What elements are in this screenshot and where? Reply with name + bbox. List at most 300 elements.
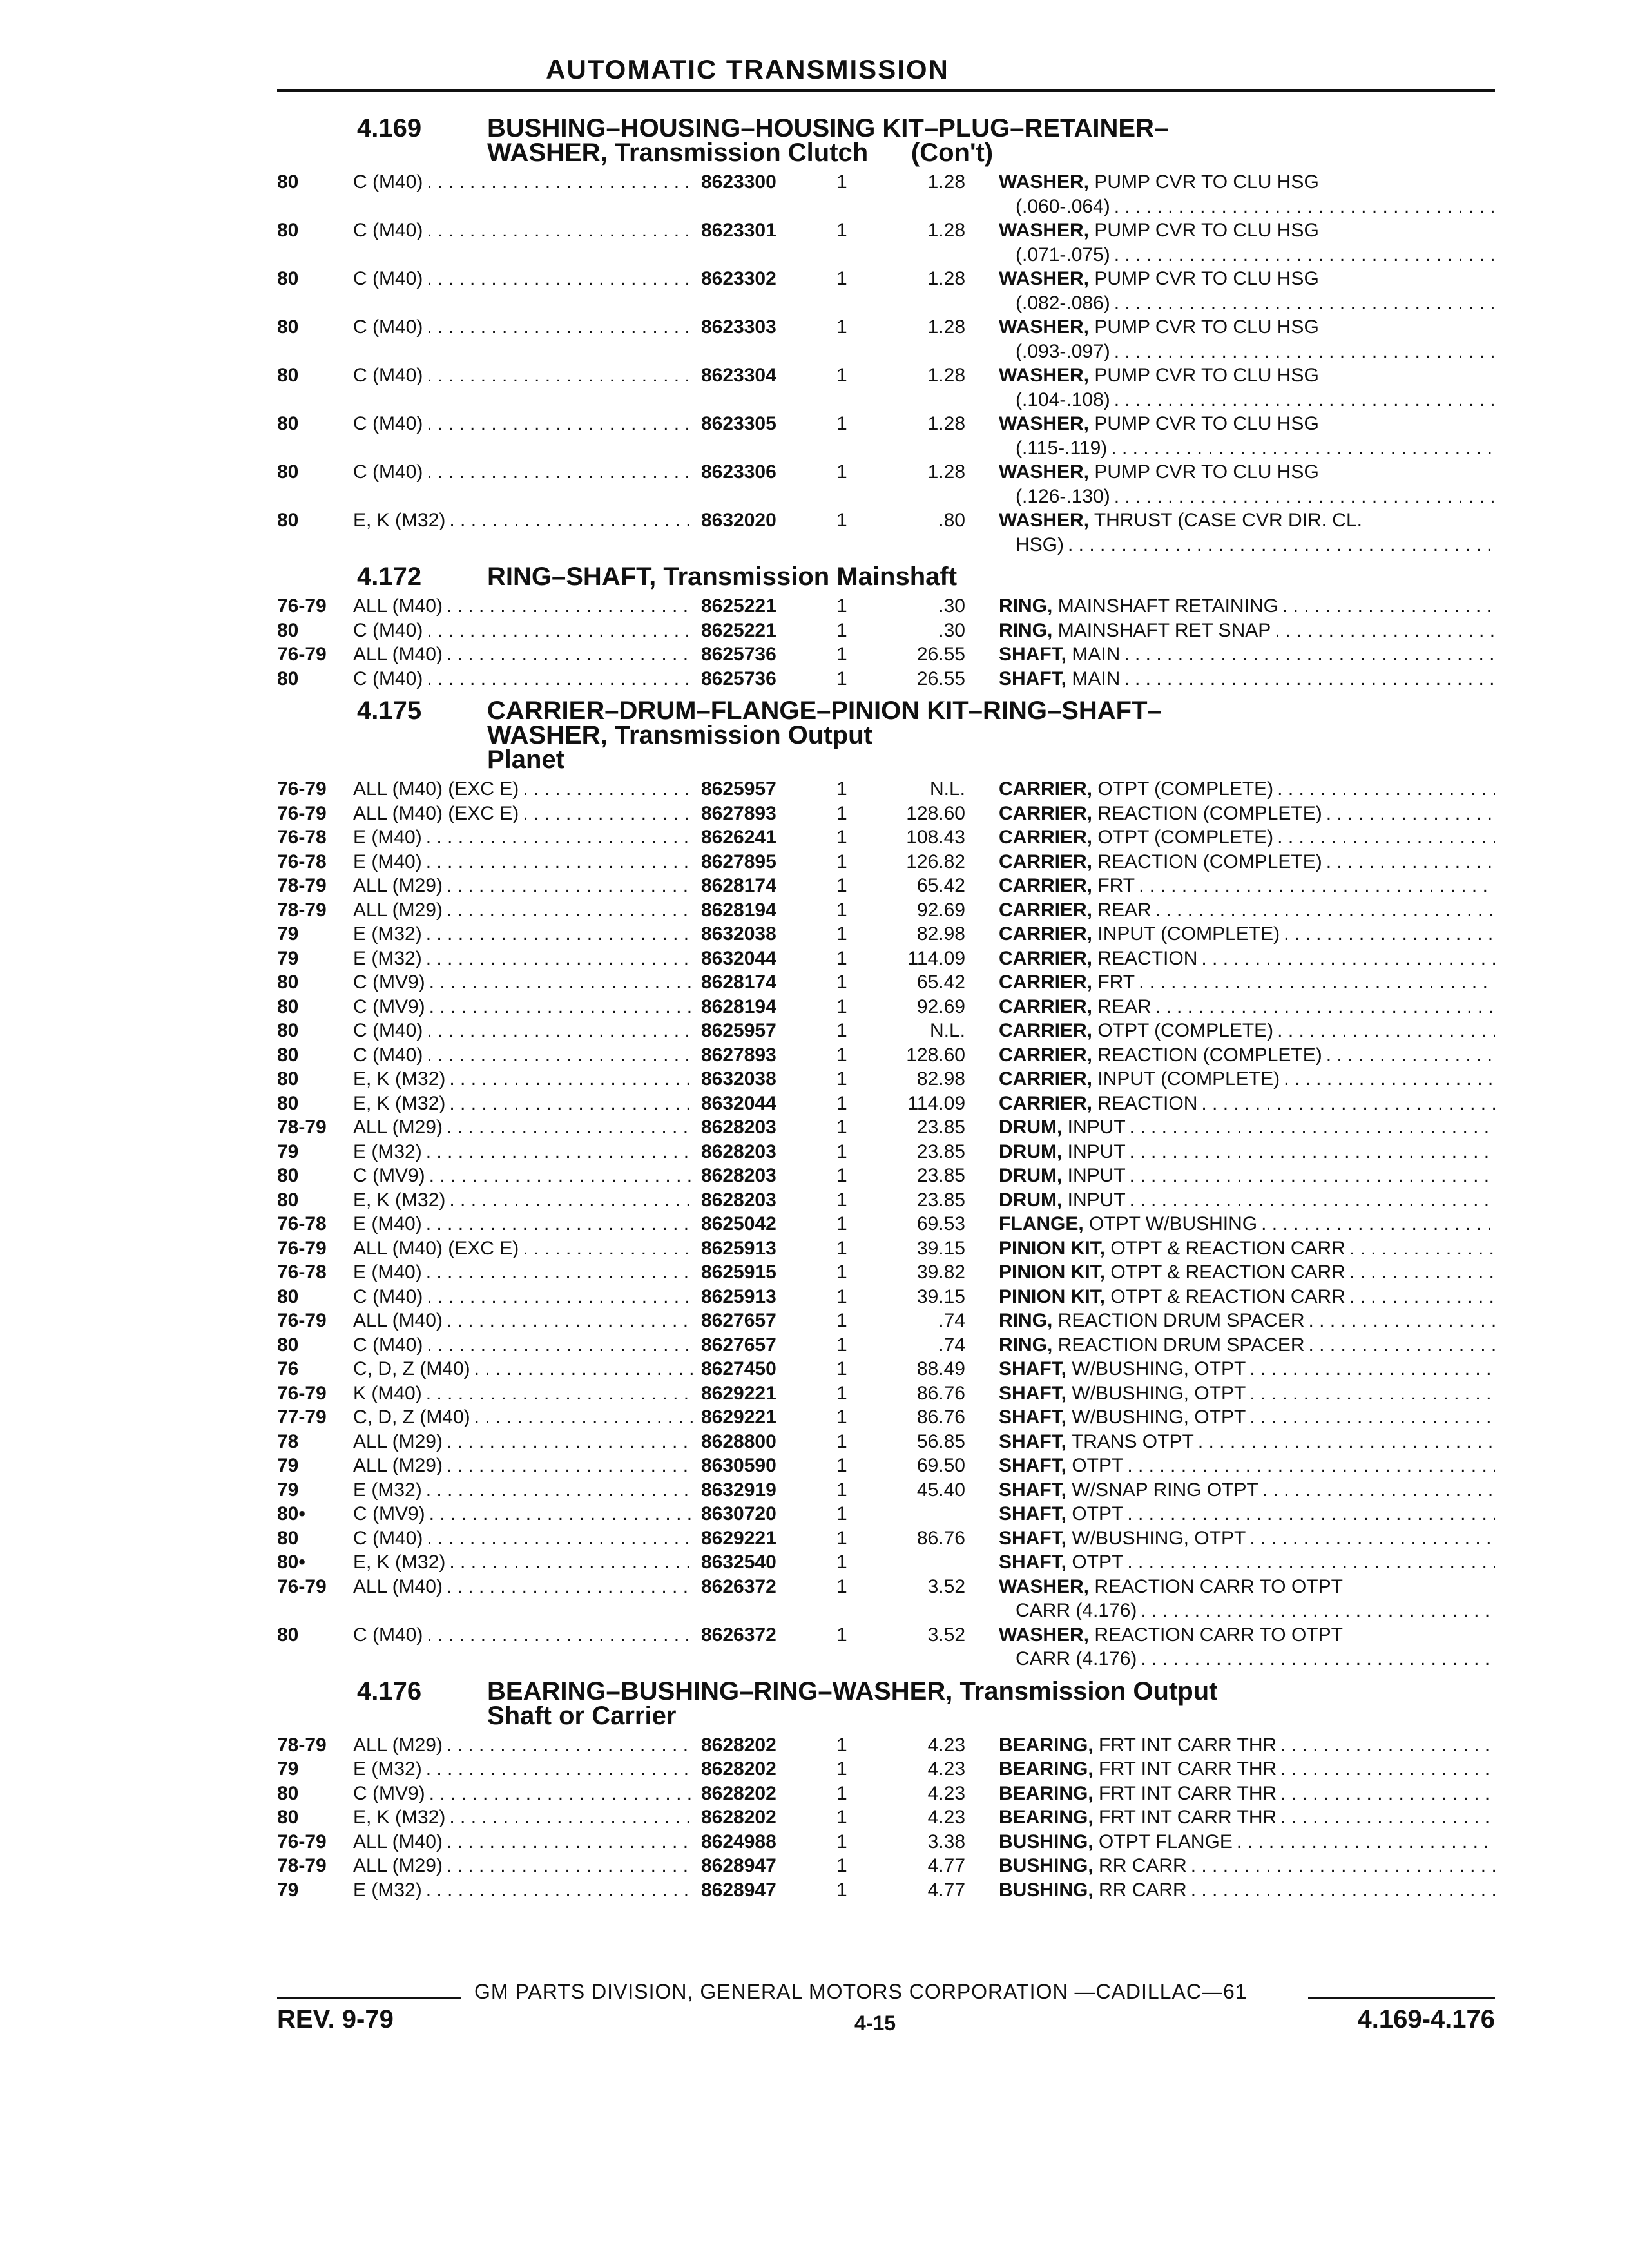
model-cell xyxy=(353,1091,701,1116)
model-cell xyxy=(353,1430,701,1454)
section-number: 4.169 xyxy=(357,114,422,142)
description-line xyxy=(999,1782,1495,1806)
dot-leader xyxy=(429,1782,693,1806)
model-cell xyxy=(353,1260,701,1285)
description-cell xyxy=(999,460,1495,508)
parts-row xyxy=(277,995,1495,1019)
dot-leader xyxy=(1201,947,1495,971)
part-description: REACTION xyxy=(1097,1092,1198,1114)
part-number: 8623306 xyxy=(701,461,776,483)
description-line xyxy=(999,898,1495,923)
part-name: SHAFT, xyxy=(999,1455,1066,1476)
part-description: MAINSHAFT RETAINING xyxy=(1057,595,1278,617)
part-name: CARRIER, xyxy=(999,1092,1093,1114)
part-description: FRT xyxy=(1097,875,1135,896)
section-4-175 xyxy=(277,698,1495,1671)
description-text xyxy=(999,1405,1249,1430)
model-code: E (M40) xyxy=(353,850,422,872)
dot-leader xyxy=(1114,243,1495,267)
part-name: RING, xyxy=(999,619,1053,641)
model-year: 80 xyxy=(277,1782,299,1804)
dot-leader xyxy=(426,1757,693,1782)
part-name: CARRIER, xyxy=(999,850,1093,872)
part-description: FRT INT CARR THR xyxy=(1099,1807,1277,1828)
dot-leader xyxy=(1282,594,1495,619)
dot-leader xyxy=(1349,1260,1495,1285)
price xyxy=(883,1502,999,1526)
quantity: 1 xyxy=(836,1758,847,1780)
model-year: 80 xyxy=(277,316,299,338)
part-description: THRUST (CASE CVR DIR. CL. xyxy=(1094,510,1362,531)
dot-leader xyxy=(1249,1526,1495,1551)
parts-row xyxy=(277,1333,1495,1358)
price: 65.42 xyxy=(916,972,965,993)
parts-row xyxy=(277,1782,1495,1806)
description-text xyxy=(999,1285,1349,1309)
description-line xyxy=(999,667,1495,691)
quantity: 1 xyxy=(836,1430,847,1452)
price: 1.28 xyxy=(927,171,965,193)
description-text xyxy=(999,1733,1280,1758)
description-line xyxy=(999,1236,1495,1261)
parts-row xyxy=(277,363,1495,412)
description-text xyxy=(999,315,1323,340)
model-year: 76-79 xyxy=(277,1831,327,1852)
description-line xyxy=(999,1043,1495,1068)
description-text xyxy=(999,594,1282,619)
model-year: 80 xyxy=(277,1334,299,1356)
description-text xyxy=(999,1309,1309,1333)
model-year: 80 xyxy=(277,268,299,289)
section-heading xyxy=(277,564,1495,589)
parts-row xyxy=(277,594,1495,619)
part-number: 8632020 xyxy=(701,510,776,531)
part-description: PUMP CVR TO CLU HSG xyxy=(1094,413,1319,434)
description-cell xyxy=(999,1285,1495,1309)
part-description: FRT INT CARR THR xyxy=(1099,1782,1277,1804)
model-year: 76-79 xyxy=(277,1310,327,1331)
model-code: C (M40) xyxy=(353,171,423,193)
part-number: 8623305 xyxy=(701,413,776,434)
description-text xyxy=(999,1188,1130,1213)
description-cell xyxy=(999,825,1495,850)
description-cell xyxy=(999,1478,1495,1503)
dot-leader xyxy=(1111,436,1495,461)
description-continuation xyxy=(999,243,1495,267)
part-number: 8625913 xyxy=(701,1237,776,1259)
description-text xyxy=(999,825,1277,850)
dot-leader xyxy=(447,1733,693,1758)
model-cell xyxy=(353,1478,701,1503)
quantity: 1 xyxy=(836,1807,847,1828)
model-cell xyxy=(353,218,701,267)
model-year: 76-78 xyxy=(277,850,327,872)
model-year: 76-79 xyxy=(277,1575,327,1597)
model-code: C (MV9) xyxy=(353,1165,425,1186)
part-description: OTPT (COMPLETE) xyxy=(1097,1020,1274,1041)
model-year: 79 xyxy=(277,1879,299,1901)
price: 108.43 xyxy=(906,827,965,848)
part-description: REACTION (COMPLETE) xyxy=(1097,802,1322,824)
quantity: 1 xyxy=(836,1855,847,1876)
dot-leader xyxy=(1155,995,1495,1019)
model-year: 80 xyxy=(277,1165,299,1186)
dot-leader xyxy=(1141,1647,1495,1671)
model-code: ALL (M29) xyxy=(353,899,443,921)
dot-leader xyxy=(429,970,693,995)
section-number: 4.175 xyxy=(357,697,422,725)
quantity: 1 xyxy=(836,365,847,386)
dot-leader xyxy=(426,1381,693,1406)
part-name: CARRIER, xyxy=(999,802,1093,824)
part-number: 8632038 xyxy=(701,1068,776,1090)
dot-leader xyxy=(1261,1212,1495,1236)
description-cell xyxy=(999,850,1495,874)
dot-leader xyxy=(1127,1550,1495,1575)
price: 23.85 xyxy=(916,1189,965,1211)
part-name: BUSHING, xyxy=(999,1879,1094,1901)
description-cell xyxy=(999,922,1495,947)
parts-row xyxy=(277,1575,1495,1623)
description-text xyxy=(999,1333,1309,1358)
description-text xyxy=(999,267,1323,291)
dot-leader xyxy=(1237,1830,1495,1854)
price: 4.23 xyxy=(927,1758,965,1780)
description-cell xyxy=(999,777,1495,802)
parts-row xyxy=(277,1236,1495,1261)
part-description: REACTION DRUM SPACER xyxy=(1057,1310,1305,1331)
quantity: 1 xyxy=(836,972,847,993)
model-cell xyxy=(353,1333,701,1358)
price: .80 xyxy=(938,510,965,531)
price: 1.28 xyxy=(927,413,965,434)
model-cell xyxy=(353,667,701,691)
description-continuation xyxy=(999,436,1495,461)
model-year: 76-79 xyxy=(277,595,327,617)
part-description: INPUT xyxy=(1067,1189,1126,1211)
header-rule xyxy=(277,89,1495,92)
model-year: 76-78 xyxy=(277,827,327,848)
section-title-line: Shaft or Carrier xyxy=(487,1701,677,1730)
model-code: E, K (M32) xyxy=(353,1068,446,1090)
description-text xyxy=(999,1526,1249,1551)
part-name: RING, xyxy=(999,1310,1053,1331)
dot-leader xyxy=(1124,642,1495,667)
part-name: WASHER, xyxy=(999,171,1090,193)
parts-row xyxy=(277,1140,1495,1164)
model-code: C (M40) xyxy=(353,668,423,689)
description-cell xyxy=(999,1381,1495,1406)
part-description: PUMP CVR TO CLU HSG xyxy=(1094,268,1319,289)
model-code: ALL (M29) xyxy=(353,1855,443,1876)
section-title-line: BUSHING–HOUSING–HOUSING KIT–PLUG–RETAINER– xyxy=(487,114,1169,142)
part-number: 8628202 xyxy=(701,1758,776,1780)
dot-leader xyxy=(447,874,693,898)
description-text-cont: (.115-.119) xyxy=(1016,437,1108,459)
part-number: 8625736 xyxy=(701,668,776,689)
description-text xyxy=(999,218,1323,243)
model-cell xyxy=(353,995,701,1019)
price: 4.77 xyxy=(927,1879,965,1901)
part-description: INPUT xyxy=(1067,1165,1126,1186)
quantity: 1 xyxy=(836,1831,847,1852)
parts-row xyxy=(277,619,1495,643)
model-cell xyxy=(353,1854,701,1878)
part-name: RING, xyxy=(999,595,1053,617)
description-cell xyxy=(999,1757,1495,1782)
description-text xyxy=(999,1140,1130,1164)
quantity: 1 xyxy=(836,827,847,848)
footer-page-number: 4-15 xyxy=(854,2012,896,2035)
part-name: CARRIER, xyxy=(999,995,1093,1017)
description-cell xyxy=(999,1854,1495,1878)
model-code: C (MV9) xyxy=(353,1782,425,1804)
part-number: 8627657 xyxy=(701,1334,776,1356)
description-cell xyxy=(999,363,1495,412)
dot-leader xyxy=(1249,1405,1495,1430)
description-text xyxy=(999,1830,1237,1854)
part-description: FRT INT CARR THR xyxy=(1099,1734,1277,1756)
dot-leader xyxy=(449,1188,693,1213)
description-text xyxy=(999,1878,1191,1903)
description-line xyxy=(999,315,1495,340)
dot-leader xyxy=(426,825,693,850)
model-cell xyxy=(353,642,701,667)
model-code: C (MV9) xyxy=(353,995,425,1017)
description-text-cont: CARR (4.176) xyxy=(1016,1600,1137,1621)
price: 23.85 xyxy=(916,1117,965,1138)
model-cell xyxy=(353,363,701,412)
model-year: 80 xyxy=(277,365,299,386)
description-text xyxy=(999,898,1155,923)
part-description: MAINSHAFT RET SNAP xyxy=(1057,619,1271,641)
model-code: ALL (M40) xyxy=(353,595,443,617)
part-name: WASHER, xyxy=(999,365,1090,386)
part-number: 8632038 xyxy=(701,923,776,945)
description-text xyxy=(999,1502,1127,1526)
part-number: 8628947 xyxy=(701,1855,776,1876)
quantity: 1 xyxy=(836,316,847,338)
part-name: CARRIER, xyxy=(999,1044,1093,1066)
description-line xyxy=(999,970,1495,995)
description-text xyxy=(999,947,1201,971)
part-name: CARRIER, xyxy=(999,923,1093,945)
description-continuation xyxy=(999,291,1495,316)
model-cell xyxy=(353,1043,701,1068)
dot-leader xyxy=(449,1067,693,1091)
model-code: ALL (M29) xyxy=(353,1430,443,1452)
part-number: 8626372 xyxy=(701,1624,776,1646)
part-name: WASHER, xyxy=(999,220,1090,241)
part-description: MAIN xyxy=(1072,668,1121,689)
dot-leader xyxy=(1249,1357,1495,1381)
parts-row xyxy=(277,1091,1495,1116)
description-cell xyxy=(999,1043,1495,1068)
parts-row xyxy=(277,170,1495,218)
section-number: 4.172 xyxy=(357,562,422,591)
dot-leader xyxy=(1130,1140,1495,1164)
dot-leader xyxy=(449,1550,693,1575)
model-cell xyxy=(353,315,701,363)
dot-leader xyxy=(1262,1478,1495,1503)
quantity: 1 xyxy=(836,268,847,289)
dot-leader xyxy=(447,1430,693,1454)
part-name: CARRIER, xyxy=(999,1020,1093,1041)
model-code: C, D, Z (M40) xyxy=(353,1358,470,1379)
quantity: 1 xyxy=(836,1310,847,1331)
quantity: 1 xyxy=(836,1407,847,1428)
description-text-cont: CARR (4.176) xyxy=(1016,1648,1137,1669)
price: 1.28 xyxy=(927,365,965,386)
description-text xyxy=(999,1550,1127,1575)
parts-row xyxy=(277,315,1495,363)
description-cell xyxy=(999,267,1495,315)
model-year: 80 xyxy=(277,413,299,434)
price: 3.38 xyxy=(927,1831,965,1852)
model-code: C (M40) xyxy=(353,1285,423,1307)
model-cell xyxy=(353,947,701,971)
quantity: 1 xyxy=(836,1624,847,1646)
model-cell xyxy=(353,1405,701,1430)
quantity: 1 xyxy=(836,1189,847,1211)
quantity: 1 xyxy=(836,850,847,872)
part-name: WASHER, xyxy=(999,1624,1090,1646)
model-year: 80 xyxy=(277,1624,299,1646)
model-year: 80 xyxy=(277,619,299,641)
model-year: 76-78 xyxy=(277,1262,327,1283)
description-cell xyxy=(999,1333,1495,1358)
quantity: 1 xyxy=(836,875,847,896)
dot-leader xyxy=(1326,850,1495,874)
model-code: ALL (M40) xyxy=(353,1310,443,1331)
part-number: 8623300 xyxy=(701,171,776,193)
dot-leader xyxy=(426,1260,693,1285)
parts-row xyxy=(277,777,1495,802)
dot-leader xyxy=(427,315,693,363)
part-name: DRUM, xyxy=(999,1189,1063,1211)
price: 86.76 xyxy=(916,1407,965,1428)
parts-row xyxy=(277,1357,1495,1381)
part-number: 8629221 xyxy=(701,1527,776,1549)
description-line xyxy=(999,1430,1495,1454)
dot-leader xyxy=(427,460,693,508)
model-code: ALL (M29) xyxy=(353,1117,443,1138)
description-line xyxy=(999,363,1495,388)
description-text xyxy=(999,922,1284,947)
description-line xyxy=(999,1091,1495,1116)
dot-leader xyxy=(1249,1381,1495,1406)
section-title-line: CARRIER–DRUM–FLANGE–PINION KIT–RING–SHAFT– xyxy=(487,697,1162,725)
part-name: SHAFT, xyxy=(999,1358,1066,1379)
dot-leader xyxy=(523,802,693,826)
description-cell xyxy=(999,1188,1495,1213)
price: 26.55 xyxy=(916,668,965,689)
model-year: 76-79 xyxy=(277,802,327,824)
quantity: 1 xyxy=(836,171,847,193)
price: 126.82 xyxy=(906,850,965,872)
part-description: TRANS OTPT xyxy=(1071,1430,1194,1452)
dot-leader xyxy=(1309,1309,1496,1333)
quantity: 1 xyxy=(836,413,847,434)
part-name: CARRIER, xyxy=(999,899,1093,921)
quantity: 1 xyxy=(836,1117,847,1138)
description-text xyxy=(999,1236,1349,1261)
price xyxy=(883,1550,999,1575)
quantity: 1 xyxy=(836,995,847,1017)
dot-leader xyxy=(1280,1782,1495,1806)
description-text-cont: (.060-.064) xyxy=(1016,195,1110,217)
model-year: 80• xyxy=(277,1503,305,1524)
parts-row xyxy=(277,642,1495,667)
part-name: PINION KIT, xyxy=(999,1237,1106,1259)
quantity: 1 xyxy=(836,923,847,945)
section-4-176 xyxy=(277,1679,1495,1903)
quantity: 1 xyxy=(836,1068,847,1090)
description-cell xyxy=(999,898,1495,923)
parts-row xyxy=(277,922,1495,947)
dot-leader xyxy=(427,1526,693,1551)
price: 39.82 xyxy=(916,1262,965,1283)
dot-leader xyxy=(447,1115,693,1140)
part-number: 8628800 xyxy=(701,1430,776,1452)
dot-leader xyxy=(1191,1854,1495,1878)
section-title-line: BEARING–BUSHING–RING–WASHER, Transmission Output xyxy=(487,1677,1218,1706)
model-year: 80 xyxy=(277,510,299,531)
description-text xyxy=(999,1115,1130,1140)
description-text xyxy=(999,460,1323,485)
part-number: 8623302 xyxy=(701,268,776,289)
part-number: 8628202 xyxy=(701,1807,776,1828)
part-name: SHAFT, xyxy=(999,1552,1066,1573)
quantity: 1 xyxy=(836,1044,847,1066)
model-code: ALL (M40) xyxy=(353,1831,443,1852)
price: .30 xyxy=(938,595,965,617)
footer-rule-right xyxy=(1308,1997,1495,1999)
dot-leader xyxy=(1277,777,1495,802)
dot-leader xyxy=(523,777,693,802)
dot-leader xyxy=(427,1285,693,1309)
description-text xyxy=(999,970,1139,995)
model-year: 80 xyxy=(277,1092,299,1114)
part-number: 8632044 xyxy=(701,947,776,969)
dot-leader xyxy=(1309,1333,1496,1358)
section-number: 4.176 xyxy=(357,1677,422,1706)
dot-leader xyxy=(447,1854,693,1878)
description-cell xyxy=(999,315,1495,363)
model-year: 80 xyxy=(277,995,299,1017)
model-year: 80 xyxy=(277,1068,299,1090)
model-code: C (M40) xyxy=(353,1624,423,1646)
model-code: ALL (M40) xyxy=(353,644,443,665)
dot-leader xyxy=(427,218,693,267)
parts-row xyxy=(277,667,1495,691)
parts-row xyxy=(277,1405,1495,1430)
description-continuation xyxy=(999,195,1495,219)
model-code: E (M32) xyxy=(353,923,422,945)
price: 23.85 xyxy=(916,1140,965,1162)
part-name: SHAFT, xyxy=(999,668,1066,689)
description-continuation xyxy=(999,1647,1495,1671)
part-description: REACTION DRUM SPACER xyxy=(1057,1334,1305,1356)
part-number: 8628174 xyxy=(701,875,776,896)
model-year: 77-79 xyxy=(277,1407,327,1428)
description-text xyxy=(999,1575,1347,1599)
description-text xyxy=(999,1805,1280,1830)
model-cell xyxy=(353,1805,701,1830)
description-text-cont: (.126-.130) xyxy=(1016,485,1110,507)
part-number: 8625913 xyxy=(701,1285,776,1307)
parts-row xyxy=(277,1733,1495,1758)
